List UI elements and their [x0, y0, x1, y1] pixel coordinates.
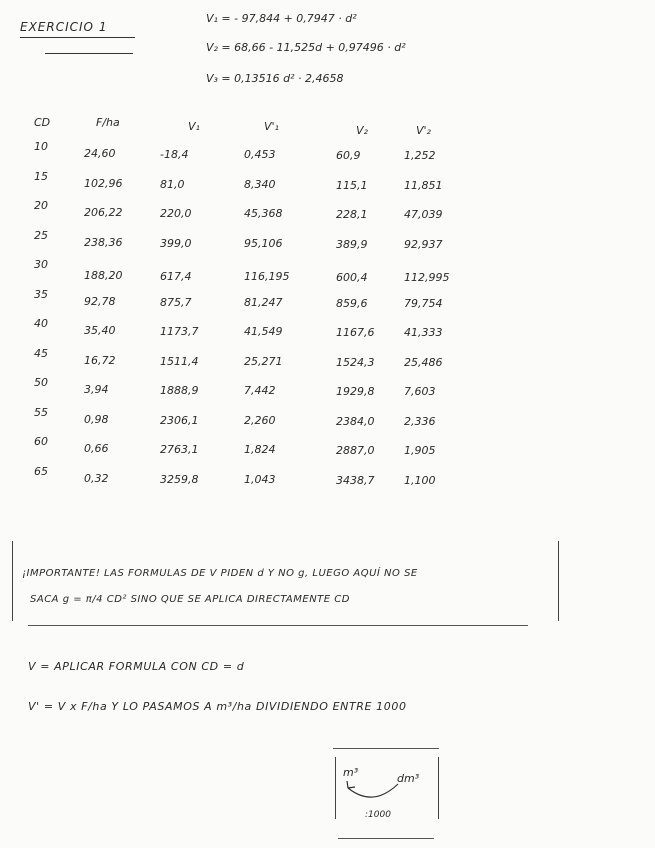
cell-cd: 60: [34, 435, 48, 448]
cell-v2-prime: 2,336: [404, 414, 436, 428]
header-cd: CD: [34, 116, 51, 129]
header-v1-prime: V'₁: [264, 120, 279, 133]
cell-v1: 399,0: [160, 236, 192, 250]
cell-v1-prime: 25,271: [244, 354, 283, 368]
cell-cd: 55: [34, 405, 48, 419]
cell-v2: 2887,0: [336, 444, 375, 457]
cell-v1-prime: 7,442: [244, 384, 276, 397]
cell-cd: 25: [34, 228, 48, 242]
cell-v1-prime: 95,106: [244, 236, 283, 250]
cell-v1: 2763,1: [160, 443, 199, 456]
cell-f-ha: 0,32: [84, 471, 109, 485]
cell-v2: 859,6: [336, 296, 368, 310]
note-v-prime: V' = V x F/ha Y LO PASAMOS A m³/ha DIVIDIENDO ENTRE 1000: [28, 700, 407, 713]
cell-v2-prime: 112,995: [404, 271, 450, 284]
unit-divisor: :1000: [365, 810, 391, 820]
formula-v1: V₁ = - 97,844 + 0,7947 · d²: [206, 12, 357, 25]
unit-box-bottom-line: [338, 838, 434, 839]
cell-v1: 220,0: [160, 207, 192, 220]
cell-f-ha: 238,36: [84, 235, 123, 249]
cell-f-ha: 0,66: [84, 442, 109, 455]
cell-f-ha: 188,20: [84, 269, 123, 282]
important-text-line1: ¡IMPORTANTE! LAS FORMULAS DE V PIDEN d Y NO g, LUEGO AQUÍ NO SE: [22, 568, 418, 579]
header-v1: V₁: [188, 120, 200, 133]
cell-v2: 2384,0: [336, 414, 375, 428]
cell-v2: 1167,6: [336, 326, 375, 339]
cell-v2-prime: 79,754: [404, 296, 443, 310]
cell-v1-prime: 81,247: [244, 295, 283, 309]
cell-v2: 389,9: [336, 237, 368, 251]
cell-v1: 81,0: [160, 177, 185, 191]
important-text-line2: SACA g = π/4 CD² SINO QUE SE APLICA DIRECTAMENTE CD: [30, 594, 350, 605]
cell-f-ha: 102,96: [84, 176, 123, 190]
cell-v1-prime: 45,368: [244, 207, 283, 220]
cell-f-ha: 92,78: [84, 294, 116, 308]
cell-v1-prime: 1,043: [244, 472, 276, 486]
header-v2: V₂: [356, 124, 368, 137]
cell-cd: 50: [34, 376, 48, 389]
cell-v1: 3259,8: [160, 472, 199, 486]
cell-v1-prime: 41,549: [244, 325, 283, 338]
cell-v2-prime: 1,252: [404, 149, 436, 162]
formula-v2: V₂ = 68,66 - 11,525d + 0,97496 · d²: [206, 41, 406, 54]
title-underline: [20, 37, 135, 38]
unit-m3: m³: [343, 766, 359, 779]
conversion-arrow-icon: [343, 778, 403, 808]
cell-v1-prime: 8,340: [244, 177, 276, 191]
note-v: V = APLICAR FORMULA CON CD = d: [28, 660, 245, 673]
cell-cd: 35: [34, 287, 48, 301]
cell-f-ha: 24,60: [84, 147, 116, 160]
cell-v2: 1929,8: [336, 385, 375, 398]
cell-f-ha: 3,94: [84, 383, 109, 396]
unit-box-top-line: [333, 748, 439, 749]
cell-f-ha: 0,98: [84, 412, 109, 426]
cell-v2: 3438,7: [336, 473, 375, 487]
cell-v1-prime: 1,824: [244, 443, 276, 456]
cell-v1: -18,4: [160, 148, 189, 161]
cell-v1: 617,4: [160, 270, 192, 283]
cell-v2-prime: 47,039: [404, 208, 443, 221]
cell-v2-prime: 41,333: [404, 326, 443, 339]
title-underline-second: [45, 53, 133, 54]
unit-dm3: dm³: [397, 772, 420, 785]
cell-cd: 65: [34, 464, 48, 478]
cell-v1-prime: 0,453: [244, 148, 276, 161]
cell-cd: 45: [34, 346, 48, 360]
header-f-ha: F/ha: [96, 116, 120, 129]
cell-cd: 10: [34, 140, 48, 153]
important-box: [12, 541, 559, 621]
cell-v1: 2306,1: [160, 413, 199, 427]
cell-v2: 228,1: [336, 208, 368, 221]
cell-f-ha: 35,40: [84, 324, 116, 337]
cell-v2-prime: 7,603: [404, 385, 436, 398]
cell-v1: 1888,9: [160, 384, 199, 397]
formula-v3: V₃ = 0,13516 d² · 2,4658: [206, 72, 344, 85]
cell-cd: 20: [34, 199, 48, 212]
important-underline: [28, 625, 528, 626]
cell-v2: 60,9: [336, 149, 361, 162]
cell-v2: 1524,3: [336, 355, 375, 369]
cell-v2-prime: 1,905: [404, 444, 436, 457]
cell-cd: 40: [34, 317, 48, 330]
cell-v2-prime: 92,937: [404, 237, 443, 251]
cell-v2-prime: 25,486: [404, 355, 443, 369]
cell-v1: 1511,4: [160, 354, 199, 368]
exercise-title: EXERCICIO 1: [20, 20, 108, 34]
cell-f-ha: 16,72: [84, 353, 116, 367]
header-v2-prime: V'₂: [416, 124, 431, 137]
cell-v1-prime: 116,195: [244, 270, 290, 283]
cell-v2: 600,4: [336, 271, 368, 284]
cell-v1-prime: 2,260: [244, 413, 276, 427]
cell-cd: 30: [34, 258, 48, 271]
cell-v2-prime: 1,100: [404, 473, 436, 487]
cell-v1: 875,7: [160, 295, 192, 309]
cell-cd: 15: [34, 169, 48, 183]
cell-v2: 115,1: [336, 178, 368, 192]
cell-v1: 1173,7: [160, 325, 199, 338]
cell-f-ha: 206,22: [84, 206, 123, 219]
cell-v2-prime: 11,851: [404, 178, 443, 192]
